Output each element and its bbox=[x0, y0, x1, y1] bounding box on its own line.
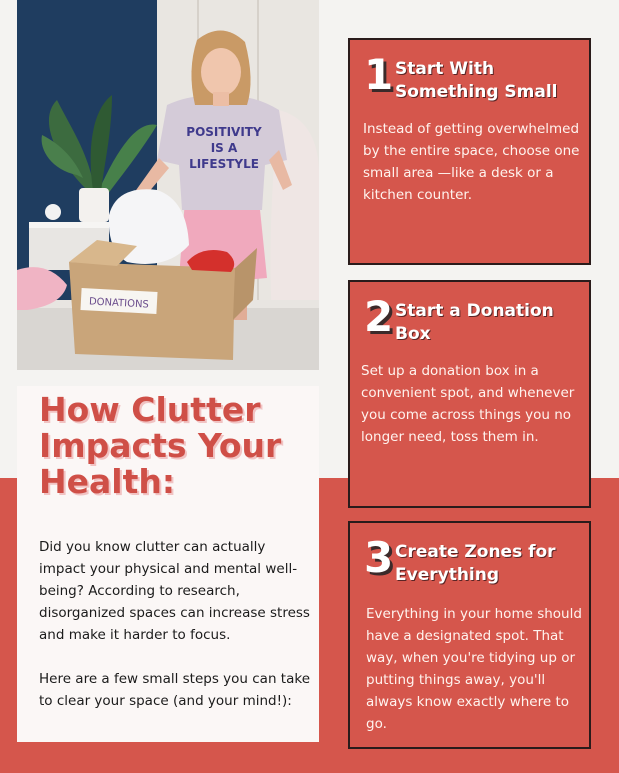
step-card-2 bbox=[348, 280, 591, 508]
headline-line-1: How Clutter bbox=[39, 390, 261, 429]
shirt-text-line-2: IS A bbox=[210, 141, 238, 155]
hero-photo bbox=[17, 0, 319, 370]
box-label: DONATIONS bbox=[88, 296, 150, 311]
step-title-1: Start With Something Small bbox=[395, 59, 558, 102]
info-panel bbox=[17, 386, 319, 742]
step-number-1: 1 bbox=[364, 50, 394, 99]
steps-lead-paragraph: Here are a few small steps you can take to clear your space (and your mind!): bbox=[39, 671, 311, 709]
intro-paragraph: Did you know clutter can actually impact your physical and mental well-being? According to research, disorganized spaces can increase stress and make it harder to focus. bbox=[39, 539, 310, 643]
headline-line-2: Impacts Your bbox=[39, 426, 282, 465]
step-number-3: 3 bbox=[364, 533, 394, 582]
headline-line-3: Health: bbox=[39, 462, 176, 501]
shirt-text-line-1: POSITIVITY bbox=[186, 125, 262, 139]
shirt-text-line-3: LIFESTYLE bbox=[189, 157, 259, 171]
step-card-1 bbox=[348, 38, 591, 265]
step-body-3: Everything in your home should have a designated spot. That way, when you're tidying up or putting things away, you'll always know exactly where to go. bbox=[366, 606, 582, 732]
step-body-1: Instead of getting overwhelmed by the entire space, choose one small area —like a desk or a kitchen counter. bbox=[363, 121, 580, 203]
step-title-2: Start a Donation Box bbox=[395, 301, 554, 344]
step-card-3 bbox=[348, 521, 591, 749]
step-number-2: 2 bbox=[364, 292, 394, 341]
step-body-2: Set up a donation box in a convenient spot, and whenever you come across things you no longer need, toss them in. bbox=[361, 363, 575, 445]
step-title-3: Create Zones for Everything bbox=[395, 542, 556, 585]
headline bbox=[39, 392, 309, 500]
